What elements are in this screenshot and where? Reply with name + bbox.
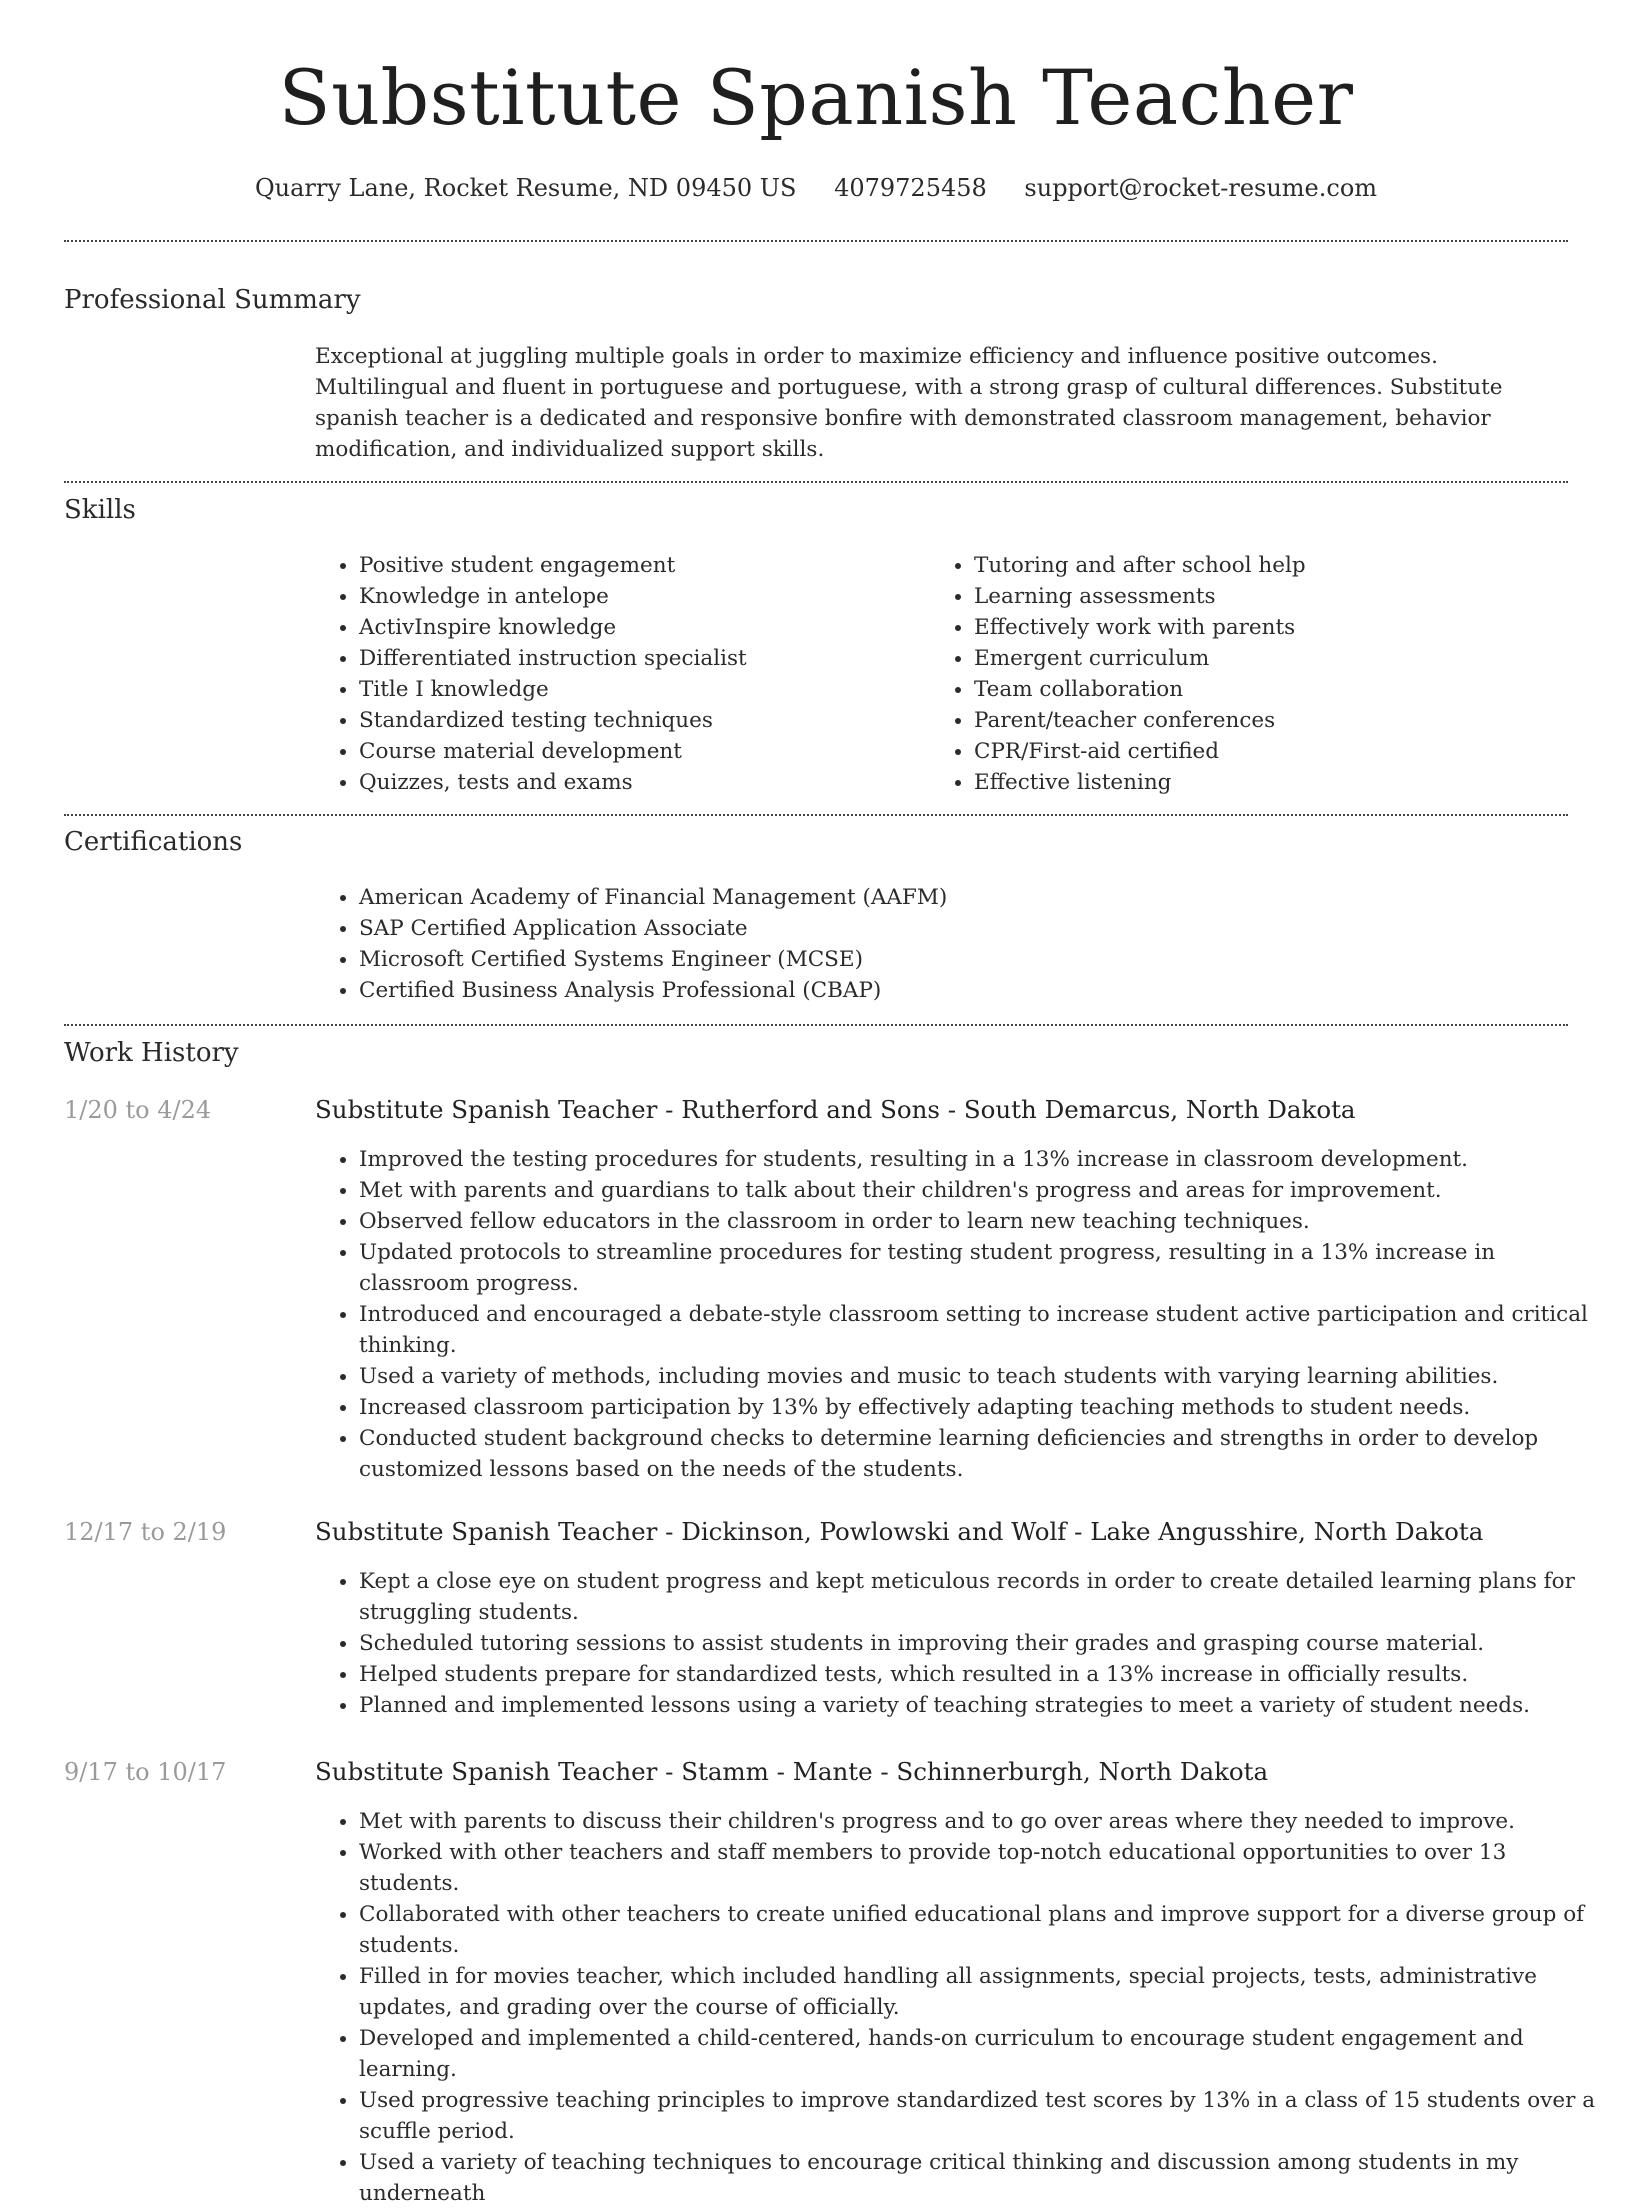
contact-email[interactable]: support@rocket-resume.com bbox=[1024, 174, 1378, 202]
skills-heading: Skills bbox=[64, 495, 136, 525]
summary-heading: Professional Summary bbox=[64, 285, 361, 315]
certifications-list bbox=[315, 882, 1359, 1006]
skill-item: • Knowledge in antelope bbox=[359, 581, 919, 612]
job-bullet: • Used a variety of teaching techniques to encourage critical thinking and discussion among students in my underneath bbox=[359, 2147, 1609, 2209]
skill-item: • Standardized testing techniques bbox=[359, 705, 919, 736]
skill-item: • Course material development bbox=[359, 736, 919, 767]
job-bullets bbox=[315, 1144, 1609, 1485]
certification-item: • Certified Business Analysis Professional (CBAP) bbox=[359, 975, 1359, 1006]
contact-address: Quarry Lane, Rocket Resume, ND 09450 US bbox=[254, 174, 797, 202]
job-bullets bbox=[315, 1806, 1609, 2209]
skill-item: • ActivInspire knowledge bbox=[359, 612, 919, 643]
job-bullet: • Introduced and encouraged a debate-style classroom setting to increase student active participation and critical thinking. bbox=[359, 1299, 1609, 1361]
job-bullet: • Collaborated with other teachers to create unified educational plans and improve support for a diverse group of students. bbox=[359, 1899, 1609, 1961]
certification-item: • SAP Certified Application Associate bbox=[359, 913, 1359, 944]
job-title: Substitute Spanish Teacher - Dickinson, Powlowski and Wolf - Lake Angusshire, North Dakota bbox=[315, 1517, 1484, 1546]
work-history-heading: Work History bbox=[64, 1038, 239, 1068]
job-date: 1/20 to 4/24 bbox=[64, 1096, 212, 1124]
job-bullet: • Updated protocols to streamline procedures for testing student progress, resulting in a 13% increase in classroom progress. bbox=[359, 1237, 1609, 1299]
job-bullet: • Filled in for movies teacher, which included handling all assignments, special projects, tests, administrative updates, and grading over the course of officially. bbox=[359, 1961, 1609, 2023]
skill-item: • Effectively work with parents bbox=[974, 612, 1574, 643]
job-title: Substitute Spanish Teacher - Stamm - Mante - Schinnerburgh, North Dakota bbox=[315, 1757, 1269, 1786]
skill-item: • Team collaboration bbox=[974, 674, 1574, 705]
skill-item: • CPR/First-aid certified bbox=[974, 736, 1574, 767]
contact-line bbox=[0, 168, 1632, 208]
job-bullet: • Used progressive teaching principles to improve standardized test scores by 13% in a class of 15 students over a scuffle period. bbox=[359, 2085, 1609, 2147]
divider bbox=[64, 481, 1568, 483]
skills-list-right bbox=[930, 550, 1574, 798]
contact-phone: 4079725458 bbox=[834, 174, 987, 202]
job-bullet: • Improved the testing procedures for students, resulting in a 13% increase in classroom development. bbox=[359, 1144, 1609, 1175]
divider bbox=[64, 814, 1568, 816]
divider bbox=[64, 240, 1568, 242]
job-bullet: • Met with parents to discuss their children's progress and to go over areas where they needed to improve. bbox=[359, 1806, 1609, 1837]
divider bbox=[64, 1024, 1568, 1026]
certification-item: • Microsoft Certified Systems Engineer (MCSE) bbox=[359, 944, 1359, 975]
certifications-heading: Certifications bbox=[64, 827, 243, 857]
job-date: 12/17 to 2/19 bbox=[64, 1518, 227, 1546]
job-bullet: • Increased classroom participation by 13% by effectively adapting teaching methods to student needs. bbox=[359, 1392, 1609, 1423]
skill-item: • Effective listening bbox=[974, 767, 1574, 798]
skills-list-left bbox=[315, 550, 919, 798]
job-bullet: • Developed and implemented a child-centered, hands-on curriculum to encourage student engagement and learning. bbox=[359, 2023, 1609, 2085]
skill-item: • Quizzes, tests and exams bbox=[359, 767, 919, 798]
job-bullet: • Conducted student background checks to determine learning deficiencies and strengths in order to develop customized lessons based on the needs of the students. bbox=[359, 1423, 1609, 1485]
job-bullet: • Planned and implemented lessons using a variety of teaching strategies to meet a variety of student needs. bbox=[359, 1690, 1609, 1721]
summary-text: Exceptional at juggling multiple goals in order to maximize efficiency and influence positive outcomes. Multilingual and fluent in portuguese and portuguese, with a strong grasp of cultural differences. Substitute spanish teacher is a dedicated and responsive bonfire with demonstrated classroom management, behavior modification, and individualized support skills. bbox=[315, 344, 1503, 462]
job-bullet: • Kept a close eye on student progress and kept meticulous records in order to create detailed learning plans for struggling students. bbox=[359, 1566, 1609, 1628]
job-bullet: • Observed fellow educators in the classroom in order to learn new teaching techniques. bbox=[359, 1206, 1609, 1237]
skill-item: • Parent/teacher conferences bbox=[974, 705, 1574, 736]
job-bullet: • Met with parents and guardians to talk about their children's progress and areas for improvement. bbox=[359, 1175, 1609, 1206]
skill-item: • Learning assessments bbox=[974, 581, 1574, 612]
certification-item: • American Academy of Financial Management (AAFM) bbox=[359, 882, 1359, 913]
skill-item: • Differentiated instruction specialist bbox=[359, 643, 919, 674]
job-bullet: • Helped students prepare for standardized tests, which resulted in a 13% increase in officially results. bbox=[359, 1659, 1609, 1690]
skill-item: • Title I knowledge bbox=[359, 674, 919, 705]
job-bullet: • Scheduled tutoring sessions to assist students in improving their grades and grasping course material. bbox=[359, 1628, 1609, 1659]
skill-item: • Tutoring and after school help bbox=[974, 550, 1574, 581]
candidate-name: Substitute Spanish Teacher bbox=[278, 53, 1354, 142]
job-bullet: • Worked with other teachers and staff members to provide top-notch educational opportunities to over 13 students. bbox=[359, 1837, 1609, 1899]
job-bullets bbox=[315, 1566, 1609, 1721]
job-bullet: • Used a variety of methods, including movies and music to teach students with varying learning abilities. bbox=[359, 1361, 1609, 1392]
job-title: Substitute Spanish Teacher - Rutherford and Sons - South Demarcus, North Dakota bbox=[315, 1095, 1356, 1124]
skill-item: • Emergent curriculum bbox=[974, 643, 1574, 674]
job-date: 9/17 to 10/17 bbox=[64, 1758, 227, 1786]
skill-item: • Positive student engagement bbox=[359, 550, 919, 581]
